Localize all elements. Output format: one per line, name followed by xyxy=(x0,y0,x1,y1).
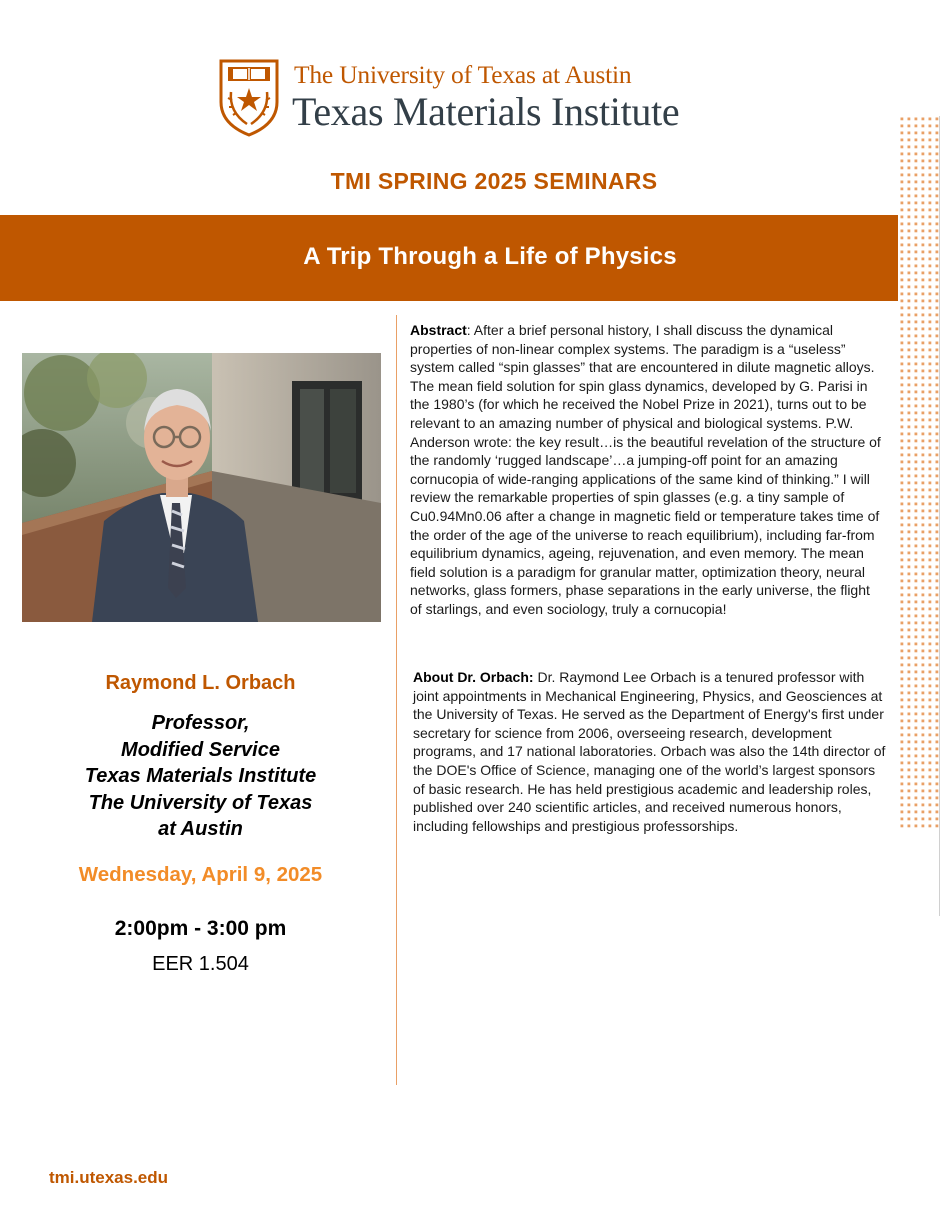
ut-seal-icon xyxy=(218,58,280,138)
institute-name: Texas Materials Institute xyxy=(292,89,680,134)
header xyxy=(0,0,941,215)
talk-title: A Trip Through a Life of Physics xyxy=(303,243,677,270)
abstract-label: Abstract xyxy=(410,322,467,338)
event-time: 2:00pm - 3:00 pm xyxy=(114,917,287,940)
university-name: The University of Texas at Austin xyxy=(294,60,632,89)
speaker-name: Raymond L. Orbach xyxy=(105,672,296,694)
event-date: Wednesday, April 9, 2025 xyxy=(78,863,323,886)
about-text: Dr. Raymond Lee Orbach is a tenured professor with joint appointments in Mechanical Engineering, Physics, and Geosciences at the University of Texas. He served as the Department of Energy's first under secretary for science from 2006, overseeing research, development programs, and 17 national laboratories. Orbach was also the 14th director of the DOE's Office of Science, managing one of the world’s largest sponsors of basic research. He has held prestigious academic and leadership roles, published over 240 scientific articles, and received numerous honors, including fellowships and prestigious professorships. xyxy=(413,669,886,834)
event-room: EER 1.504 xyxy=(152,953,249,975)
column-divider xyxy=(396,315,397,1085)
speaker-title-line: Professor, xyxy=(151,712,250,734)
decorative-dot-pattern xyxy=(899,116,941,828)
abstract-text: : After a brief personal history, I shall discuss the dynamical properties of non-linear complex systems. The paradigm is a “useless” system called “spin glasses” that are encountered in dilute magnetic alloys. The mean field solution for spin glass dynamics, developed by G. Parisi in the 1980’s (for which he received the Nobel Prize in 2021), turns out to be relevant to an amazing number of physical and biological systems. P.W. Anderson wrote: the key result…is the beautiful revelation of the structure of the randomly ‘rugged landscape’…a jumping-off point for an amazing cornucopia of wide-ranging applications of the same kind of thinking.” I will review the remarkable properties of spin glasses (e.g. a tiny sample of Cu0.94Mn0.06 after a change in magnetic field or temperature takes time of the order of the age of the universe to reach equilibrium), including far-from equilibrium dynamics, ageing, rejuvenation, and even memory. The mean field solution is a paradigm for granular matter, optimization theory, neural networks, glass formers, phase separations in the early universe, the flight of starlings, and even sociology, truly a cornucopia! xyxy=(410,322,881,617)
page-edge-rule xyxy=(939,116,940,916)
about-label: About Dr. Orbach: xyxy=(413,669,534,685)
footer-url-link[interactable]: tmi.utexas.edu xyxy=(49,1168,169,1187)
speaker-title-line: Modified Service xyxy=(121,738,280,761)
title-banner xyxy=(0,215,898,301)
about-section xyxy=(413,668,888,835)
speaker-title-line: Texas Materials Institute xyxy=(84,765,317,787)
speaker-title-line: The University of Texas xyxy=(88,791,313,814)
seminar-series-title: TMI SPRING 2025 SEMINARS xyxy=(330,168,658,194)
speaker-titles xyxy=(22,710,379,843)
speaker-photo xyxy=(22,353,381,622)
speaker-title-line: at Austin xyxy=(158,818,243,840)
abstract-section xyxy=(410,321,885,619)
